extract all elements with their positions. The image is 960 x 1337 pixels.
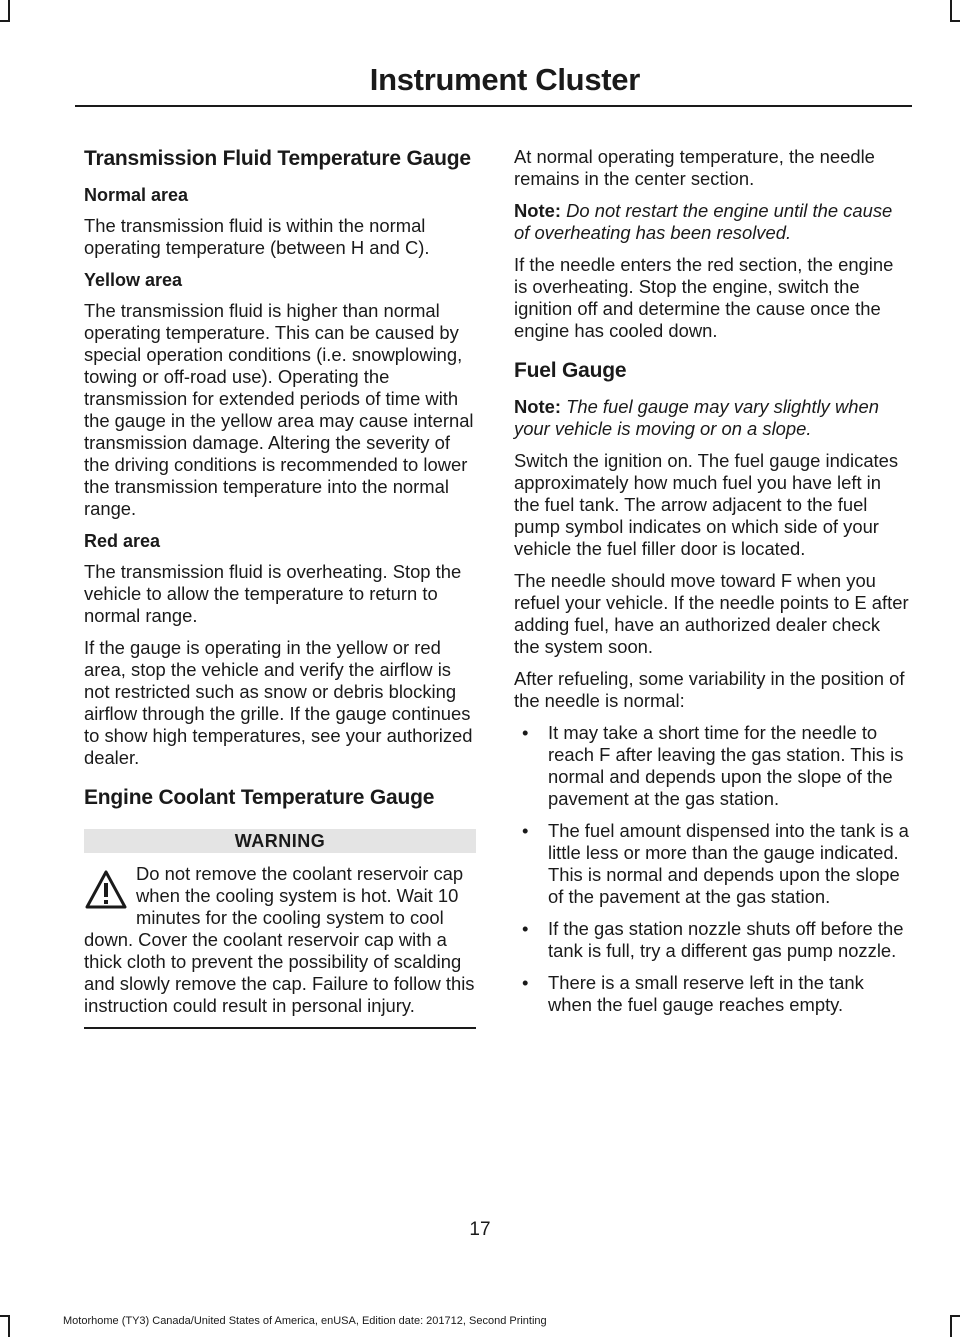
crop-mark xyxy=(0,1315,10,1317)
warning-box xyxy=(84,829,476,1029)
bullet: • xyxy=(522,972,529,993)
note-text: The fuel gauge may vary slightly when your vehicle is moving or on a slope. xyxy=(514,396,879,439)
normal-area-heading: Normal area xyxy=(84,185,189,205)
refuel-text: The needle should move toward F when you refuel your vehicle. If the needle points to E after adding fuel, have an authorized dealer check the system soon. xyxy=(514,570,909,657)
list-item-text: If the gas station nozzle shuts off before the tank is full, try a different gas pump nozzle. xyxy=(548,918,904,961)
list-item xyxy=(514,918,910,962)
crop-mark xyxy=(8,1317,10,1337)
left-column xyxy=(84,146,476,1029)
yellow-area-heading: Yellow area xyxy=(84,270,183,290)
page-number: 17 xyxy=(469,1219,491,1240)
crop-mark xyxy=(950,1315,960,1317)
list-item-text: There is a small reserve left in the tank when the fuel gauge reaches empty. xyxy=(548,972,864,1015)
transmission-gauge-heading: Transmission Fluid Temperature Gauge xyxy=(84,147,471,170)
warning-text: Do not remove the coolant reservoir cap when the cooling system is hot. Wait 10 minutes for the cooling system to cool down. Cover the coolant reservoir cap with a thick cloth to prevent the possibility of scalding and slowly remove the cap. Failure to follow this instruction could result in personal injury. xyxy=(84,863,475,1016)
footer-edition-text: Motorhome (TY3) Canada/United States of America, enUSA, Edition date: 201712, Second Printing xyxy=(63,1315,547,1327)
crop-mark xyxy=(8,0,10,20)
warning-label: WARNING xyxy=(84,829,476,853)
normal-temperature-text: At normal operating temperature, the needle remains in the center section. xyxy=(514,146,875,189)
variability-list xyxy=(514,722,910,1016)
right-column xyxy=(514,146,910,1026)
variability-text: After refueling, some variability in the position of the needle is normal: xyxy=(514,668,905,711)
coolant-gauge-heading: Engine Coolant Temperature Gauge xyxy=(84,786,435,809)
list-item-text: The fuel amount dispensed into the tank is a little less or more than the gauge indicated. This is normal and depends upon the slope of the pavement at the gas station. xyxy=(548,820,909,907)
warning-triangle-icon xyxy=(84,869,128,911)
header-divider xyxy=(75,105,912,107)
red-section-text: If the needle enters the red section, the engine is overheating. Stop the engine, switch the ignition off and determine the cause once the engine has cooled down. xyxy=(514,254,894,341)
overheating-note xyxy=(514,200,910,244)
gauge-operating-text: If the gauge is operating in the yellow or red area, stop the vehicle and verify the airflow is not restricted such as snow or debris blocking airflow through the grille. If the gauge continues to show high temperatures, see your authorized dealer. xyxy=(84,637,473,768)
page-header-title: Instrument Cluster xyxy=(369,62,640,97)
bullet: • xyxy=(522,820,529,841)
bullet: • xyxy=(522,722,529,743)
list-item xyxy=(514,722,910,810)
crop-mark xyxy=(950,20,960,22)
ignition-text: Switch the ignition on. The fuel gauge indicates approximately how much fuel you have left in the fuel tank. The arrow adjacent to the fuel pump symbol indicates on which side of your vehicle the fuel filler door is located. xyxy=(514,450,899,559)
note-label: Note: xyxy=(514,200,561,221)
red-area-heading: Red area xyxy=(84,531,161,551)
crop-mark xyxy=(950,1317,952,1337)
fuel-gauge-note xyxy=(514,396,910,440)
crop-mark xyxy=(0,20,10,22)
note-text: Do not restart the engine until the cause of overheating has been resolved. xyxy=(514,200,893,243)
note-label: Note: xyxy=(514,396,561,417)
list-item-text: It may take a short time for the needle to reach F after leaving the gas station. This is normal and depends upon the slope of the pavement at the gas station. xyxy=(548,722,904,809)
red-area-text: The transmission fluid is overheating. Stop the vehicle to allow the temperature to return to normal range. xyxy=(84,561,462,626)
fuel-gauge-heading: Fuel Gauge xyxy=(514,359,627,382)
warning-body xyxy=(84,863,476,1017)
list-item xyxy=(514,820,910,908)
normal-area-text: The transmission fluid is within the normal operating temperature (between H and C). xyxy=(84,215,430,258)
list-item xyxy=(514,972,910,1016)
crop-mark xyxy=(950,0,952,20)
yellow-area-text: The transmission fluid is higher than normal operating temperature. This can be caused by special operation conditions (i.e. snowplowing, towing or off-road use). Operating the transmission for extended periods of time with the gauge in the yellow area may cause internal transmission damage. Altering the severity of the driving conditions is recommended to lower the transmission temperature into the normal range. xyxy=(84,300,474,519)
bullet: • xyxy=(522,918,529,939)
